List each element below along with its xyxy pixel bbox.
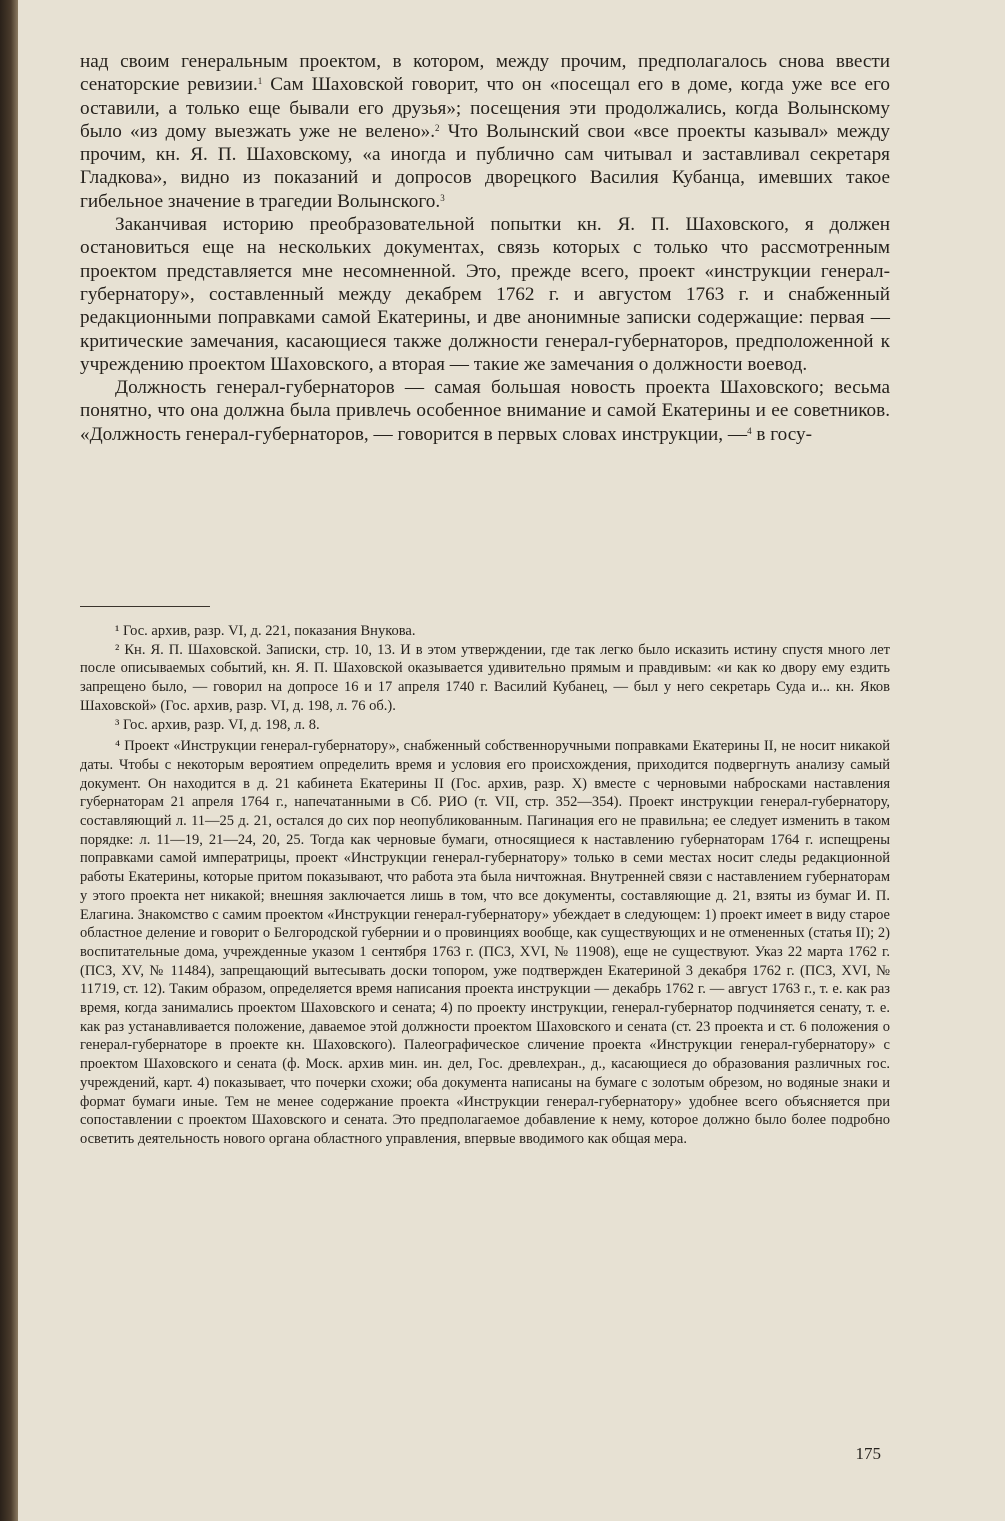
footnote-marker: 1 [257, 76, 263, 87]
paragraph-text: над своим генеральным проектом, в котором, между прочим, предполагалось снова ввести сенаторские ревизии. [80, 51, 890, 96]
page-number: 175 [855, 1444, 881, 1463]
paragraph-text: Должность генерал-губернаторов — самая большая новость проекта Шаховского; весьма понятно, что она должна была привлечь особенное внимание и самой Екатерины и ее советников. «Должность генерал-губернаторов, — говорится в первых словах инструкции, — [80, 377, 890, 445]
book-spine-shadow [0, 0, 18, 1521]
paragraph [80, 50, 890, 213]
footnote-4: ⁴ Проект «Инструкции генерал-губернатору», снабженный собственноручными поправками Екатерины II, не носит никакой даты. Чтобы с некоторым вероятием определить время и условия его происхождения, приходится подвергнуть анализу самый документ. Он находится в д. 21 кабинета Екатерины II (Гос. архив, разр. X) вместе с черновыми набросками наставления губернаторам 21 апреля 1764 г., напечатанными в Сб. РИО (т. VII, стр. 352—354). Проект инструкции генерал-губернатору, составляющий л. 11—25 д. 21, остался до сих пор неопубликованным. Пагинация его не правильна; ее следует изменить в таком порядке: л. 11—19, 21—24, 20, 25. Тогда как черновые бумаги, относящиеся к наставлению губернаторам 1764 г. испещрены поправками самой императрицы, проект «Инструкции генерал-губернатору» только в семи местах носит следы редакционной работы Екатерины, которые притом показывают, что работа эта была ничтожная. Внутренней связи с наставлением губернаторам у этого проекта нет никакой; внешняя заключается лишь в том, что все документы, составляющие д. 21, взяты из бумаг И. П. Елагина. Знакомство с самим проектом «Инструкции генерал-губернатору» убеждает в следующем: 1) проект имеет в виду старое областное деление и говорит о Белгородской губернии и о провинциях вообще, как существующих и не отмененных (статья II); 2) воспитательные дома, учрежденные указом 1 сентября 1763 г. (ПСЗ, XVI, № 11908), еще не существуют. Указ 22 марта 1762 г. (ПСЗ, XV, № 11484), запрещающий вытесывать доски топором, уже подтвержден Екатериной 3 декабря 1762 г. (ПСЗ, XVI, № 11719, ст. 12). Таким образом, определяется время написания проекта инструкции — декабрь 1762 г. — август 1763 г., т. е. как раз время, когда занимались проектом Шаховского и сената; 4) по проекту инструкции, генерал-губернатор подчиняется сенату, т. е. как раз устанавливается положение, даваемое этой должности проектом Шаховского и сената (ст. 23 проекта и ст. 6 положения о генерал-губернаторе в проекте кн. Шаховского). Палеографическое сличение проекта «Инструкции генерал-губернатору» с проектом Шаховского и сената (ф. Моск. архив мин. ин. дел, Гос. древлехран., д., касающиеся до образования различных гос. учреждений, карт. 4) показывает, что почерки схожи; оба документа написаны на бумаге с золотым обрезом, но водяные знаки и формат бумаги иные. Тем не менее содержание проекта «Инструкции генерал-губернатору» удобнее всего объясняется при сопоставлении с проектом Шаховского и сената. Это предполагаемое добавление к нему, которое должно было более подробно осветить деятельность нового органа областного управления, впервые вводимого как общая мера. [80, 738, 890, 1147]
footnote-3: ³ Гос. архив, разр. VI, д. 198, л. 8. [115, 716, 320, 733]
paragraph-text: в госу- [751, 423, 812, 445]
paragraph-text: Заканчивая историю преобразовательной попытки кн. Я. П. Шаховского, я должен остановиться еще на нескольких документах, связь которых с только что рассмотренным проектом представляется мне несомненной. Это, прежде всего, проект «инструкции генерал-губернатору», составленный между декабрем 1762 г. и августом 1763 г. и снабженный редакционными поправками самой Екатерины, и две анонимные записки содержащие: первая — критические замечания, касающиеся также должности генерал-губернаторов, предположенной к учреждению проектом Шаховского, а вторая — такие же замечания о должности воевод. [80, 214, 890, 375]
main-text [80, 50, 890, 446]
footnote-marker: 2 [435, 122, 440, 133]
paragraph-text: Сам Шаховской говорит, что он «посещал его в доме, когда уже все его оставили, а только еще бывали его друзья»; посещения эти продолжались, когда Волынскому было «из дому выезжать уже не велено». [80, 74, 890, 142]
paragraph [80, 376, 890, 446]
footnotes [80, 622, 890, 1149]
footnote-1: ¹ Гос. архив, разр. VI, д. 221, показания Внукова. [115, 623, 416, 639]
footnote-marker: 4 [747, 425, 752, 436]
footnote-separator [80, 606, 210, 607]
book-page [18, 0, 1005, 1521]
paragraph [80, 213, 890, 376]
footnote-marker: 3 [440, 192, 445, 203]
paragraph-text: Что Волынский свои «все проекты казывал» между прочим, кн. Я. П. Шаховскому, «а иногда и публично сам читывал и заставливал секретаря Гладкова», видно из показаний и допросов дворецкого Василия Кубанца, имевших такое гибельное значение в трагедии Волынского. [80, 120, 890, 212]
footnote-2: ² Кн. Я. П. Шаховской. Записки, стр. 10, 13. И в этом утверждении, где так легко было исказить истину спустя много лет после описываемых событий, кн. Я. П. Шаховской оказывается удивительно прямым и правдивым: «и как ко двору ему ездить запрещено было, — говорил на допросе 16 и 17 апреля 1740 г. Василий Кубанец, — был у него секретарь Суда и... кн. Яков Шаховской» (Гос. архив, разр. VI, д. 198, л. 76 об.). [80, 641, 890, 714]
